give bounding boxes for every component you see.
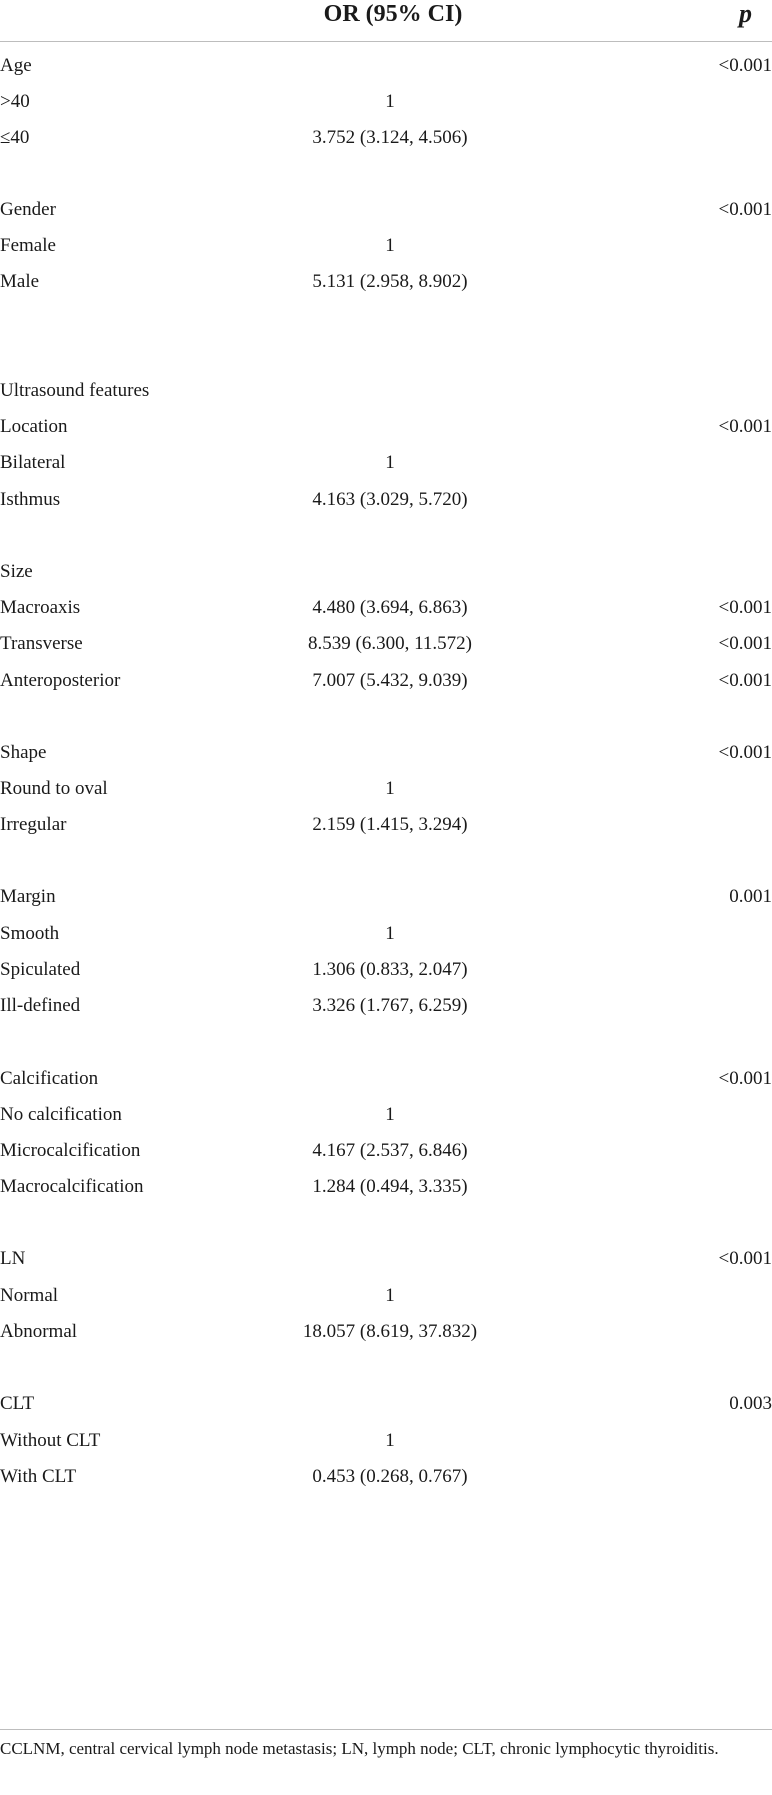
- row-or-value: 1: [385, 1104, 395, 1125]
- row-or-value: 4.163 (3.029, 5.720): [312, 489, 468, 510]
- row-or-value: 1: [385, 778, 395, 799]
- table-row: [0, 231, 772, 261]
- footer-divider: [0, 1729, 772, 1730]
- p-column-header: p: [739, 0, 752, 28]
- row-label: LN: [0, 1248, 26, 1269]
- row-label: Female: [0, 235, 56, 256]
- row-or-value: 18.057 (8.619, 37.832): [302, 1321, 478, 1342]
- table-row: [0, 666, 772, 696]
- row-p-value: 0.003: [729, 1393, 772, 1414]
- row-or-value: 4.167 (2.537, 6.846): [312, 1140, 468, 1161]
- row-label: Transverse: [0, 633, 83, 654]
- row-label: Smooth: [0, 923, 60, 944]
- row-p-value: <0.001: [718, 1068, 772, 1089]
- table-row: [0, 195, 772, 225]
- table-row: [0, 123, 772, 153]
- row-p-value: <0.001: [718, 199, 772, 220]
- table-row: [0, 87, 772, 117]
- row-label: Irregular: [0, 814, 67, 835]
- row-label: Spiculated: [0, 959, 81, 980]
- table-row: [0, 1172, 772, 1202]
- row-label: Shape: [0, 742, 47, 763]
- row-or-value: 0.453 (0.268, 0.767): [312, 1466, 468, 1487]
- table-row: [0, 485, 772, 515]
- row-label: Ill-defined: [0, 995, 81, 1016]
- table-row: [0, 557, 772, 587]
- table-row: [0, 919, 772, 949]
- row-label: Round to oval: [0, 778, 108, 799]
- row-or-value: 1: [385, 235, 395, 256]
- row-label: No calcification: [0, 1104, 122, 1125]
- row-label: Age: [0, 55, 32, 76]
- row-label: Gender: [0, 199, 56, 220]
- row-p-value: 0.001: [729, 886, 772, 907]
- row-label: Macroaxis: [0, 597, 81, 618]
- row-label: >40: [0, 91, 30, 112]
- row-or-value: 2.159 (1.415, 3.294): [312, 814, 468, 835]
- table-row: [0, 448, 772, 478]
- row-p-value: <0.001: [718, 633, 772, 654]
- table-row: [0, 1244, 772, 1274]
- table-row: [0, 1426, 772, 1456]
- row-or-value: 1: [385, 91, 395, 112]
- table-row: [0, 810, 772, 840]
- row-or-value: 8.539 (6.300, 11.572): [308, 633, 472, 654]
- row-p-value: <0.001: [718, 597, 772, 618]
- row-label: CLT: [0, 1393, 35, 1414]
- or-column-header: OR (95% CI): [323, 1, 463, 27]
- row-label: Abnormal: [0, 1321, 78, 1342]
- table-row: [0, 1462, 772, 1492]
- table-row: [0, 882, 772, 912]
- row-or-value: 1: [385, 1285, 395, 1306]
- table-row: [0, 267, 772, 297]
- table-row: [0, 774, 772, 804]
- table-row: [0, 629, 772, 659]
- row-label: Bilateral: [0, 452, 66, 473]
- row-or-value: 4.480 (3.694, 6.863): [312, 597, 468, 618]
- table-row: [0, 1281, 772, 1311]
- row-or-value: 3.752 (3.124, 4.506): [312, 127, 468, 148]
- row-label: Normal: [0, 1285, 59, 1306]
- row-or-value: 3.326 (1.767, 6.259): [312, 995, 468, 1016]
- table-row: [0, 412, 772, 442]
- row-label: Calcification: [0, 1068, 99, 1089]
- row-label: Microcalcification: [0, 1140, 141, 1161]
- table-row: [0, 1136, 772, 1166]
- row-label: Macrocalcification: [0, 1176, 144, 1197]
- row-or-value: 1: [385, 452, 395, 473]
- row-label: Male: [0, 271, 40, 292]
- row-p-value: <0.001: [718, 55, 772, 76]
- row-label: Ultrasound features: [0, 380, 150, 401]
- row-or-value: 1.306 (0.833, 2.047): [312, 959, 468, 980]
- row-label: ≤40: [0, 127, 30, 148]
- table-row: [0, 1100, 772, 1130]
- row-or-value: 1: [385, 923, 395, 944]
- row-p-value: <0.001: [718, 670, 772, 691]
- table-header: [0, 0, 772, 42]
- table-footnote: CCLNM, central cervical lymph node metastasis; LN, lymph node; CLT, chronic lymphocytic thyroiditis.: [0, 1739, 719, 1758]
- table-row: [0, 1064, 772, 1094]
- row-label: Anteroposterior: [0, 670, 121, 691]
- row-label: Size: [0, 561, 33, 582]
- table-row: [0, 376, 772, 406]
- row-label: Margin: [0, 886, 56, 907]
- row-label: Without CLT: [0, 1430, 101, 1451]
- row-label: Isthmus: [0, 489, 61, 510]
- row-p-value: <0.001: [718, 742, 772, 763]
- table-row: [0, 955, 772, 985]
- table-row: [0, 593, 772, 623]
- table-row: [0, 51, 772, 81]
- row-or-value: 7.007 (5.432, 9.039): [312, 670, 468, 691]
- row-or-value: 1.284 (0.494, 3.335): [312, 1176, 468, 1197]
- row-or-value: 5.131 (2.958, 8.902): [312, 271, 468, 292]
- table-row: [0, 1317, 772, 1347]
- table-row: [0, 1389, 772, 1419]
- row-p-value: <0.001: [718, 1248, 772, 1269]
- row-label: With CLT: [0, 1466, 77, 1487]
- row-or-value: 1: [385, 1430, 395, 1451]
- table-row: [0, 991, 772, 1021]
- row-p-value: <0.001: [718, 416, 772, 437]
- table-row: [0, 738, 772, 768]
- row-label: Location: [0, 416, 68, 437]
